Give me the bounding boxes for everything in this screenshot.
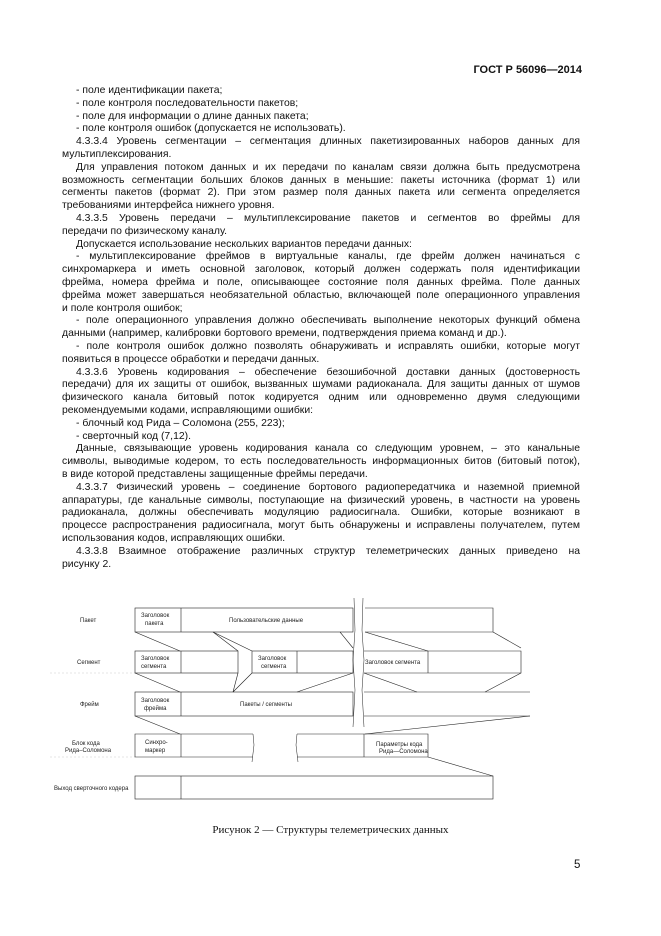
cell-rs-params: Параметры кода (376, 742, 423, 748)
text-line: - сверточный код (7,12). (76, 430, 191, 442)
cell-packets-segments: Пакеты / сегменты (240, 702, 292, 708)
packet-box-continued (365, 608, 493, 632)
cell-packet-header: Заголовок (141, 613, 170, 619)
cell-user-data: Пользовательские данные (229, 618, 304, 624)
cell-sync-marker: Синхро- (145, 740, 168, 746)
text-line: сегменты пакетов (формат 2). При этом размер поля данных пакета или сегмента определяется (62, 187, 580, 199)
text-line: 4.3.3.8 Взаимное отображение различных структур телеметрических данных приведено на (76, 545, 580, 557)
cell-segment-header-inline: Заголовок сегмента (365, 660, 421, 666)
text-line: использования кодов, исправляющих ошибки. (62, 533, 286, 544)
cell-sync-marker-2: маркер (145, 748, 166, 754)
text-line: в виде которой представлены защищенные фреймы передачи. (62, 469, 368, 480)
text-line: процессе распространения радиосигнала, могут быть обнаружены и исправлены получателем, путем (62, 520, 580, 532)
diagram-labels (54, 613, 428, 792)
text-line: - поле для информации о длине данных пакета; (76, 110, 309, 122)
conv-output-box (135, 776, 493, 799)
diagram-boxes (135, 598, 530, 799)
cell-segment-header-b2: сегмента (261, 664, 287, 670)
text-line: синхромаркера и иметь основной заголовок, который должен содержать поля идентификации (62, 264, 580, 276)
figure-caption: Рисунок 2 — Структуры телеметрических данных (212, 824, 449, 836)
text-line: Данные, связывающие уровень кодирования канала со следующим уровнем, – это канальные (76, 443, 580, 455)
text-line: аппаратуры, где канальные символы, поступающие на физический уровень, в частности на уровень (62, 494, 580, 506)
text-line: передачи по физическому каналу. (62, 225, 228, 237)
text-line: 4.3.3.4 Уровень сегментации – сегментация длинных пакетизированных наборов данных для (76, 136, 580, 148)
text-line: радиоканала, должны обеспечивать модуляцию радиосигнала. Ошибки, которые возникают в (62, 507, 580, 519)
text-line: Допускается использование нескольких вариантов передачи данных: (76, 238, 412, 250)
text-line: появиться в процессе обработки и передачи данных. (62, 353, 320, 365)
row-label-packet: Пакет (80, 618, 97, 624)
cell-frame-header: Заголовок (141, 698, 170, 704)
text-line: и поле контроля ошибок; (62, 302, 183, 314)
text-line: передачи) для их защиты от ошибок, вызванных шумами радиоканала. Для защиты данных от шумов (62, 379, 580, 391)
row-label-frame: Фрейм (80, 702, 99, 708)
text-line: Для управления потоком данных и их передачи по каналам связи должна быть предусмотрена (76, 161, 580, 173)
cell-segment-header-2: сегмента (141, 664, 167, 670)
text-line: - поле контроля ошибок должно позволять обнаруживать и исправлять ошибки, которые могут (76, 341, 580, 352)
text-line: символы, выводимые кодером, то есть последовательность информационных битов (битовый поток), (62, 456, 580, 468)
text-line: - блочный код Рида – Соломона (255, 223); (76, 417, 285, 429)
cell-segment-header: Заголовок (141, 656, 170, 662)
text-line: фрейма может завершаться необязательной областью, включающей поле операционного управления (62, 289, 580, 301)
page-number: 5 (574, 859, 581, 871)
cell-frame-header-2: фрейма (144, 706, 167, 712)
text-line: - мультиплексирование фреймов в виртуальные каналы, где фрейм должен начинаться с (76, 251, 580, 263)
standard-header: ГОСТ Р 56096—2014 (473, 64, 582, 76)
text-line: фрейма, номера фрейма и поле, описывающее состояние поля данных фрейма. Поле данных (62, 277, 580, 288)
text-line: - поле идентификации пакета; (76, 85, 223, 96)
row-label-rs-block-2: Рида–Соломона (65, 748, 112, 754)
cell-rs-params-2: Рида—Соломона (379, 749, 428, 755)
text-line: мультиплексирования. (62, 149, 172, 160)
text-line: 4.3.3.7 Физический уровень – соединение бортового радиопередатчика и наземной приемной (76, 481, 580, 493)
text-line: возможность сегментации больших блоков данных в меньшие: пакеты источника (формат 1) или (62, 174, 580, 186)
text-line: - поле контроля ошибок (допускается не использовать). (76, 123, 346, 135)
row-label-rs-block: Блок кода (72, 741, 100, 747)
row-label-segment: Сегмент (77, 660, 101, 666)
text-line: 4.3.3.6 Уровень кодирования – обеспечение безошибочной доставки данных (достоверность (76, 366, 580, 378)
text-line: физического канала битовый поток кодируется одним или одновременно двумя следующими (62, 392, 580, 404)
cell-segment-header-b: Заголовок (258, 656, 287, 662)
cell-packet-header-2: пакета (145, 621, 164, 627)
text-line: - поле операционного управления должно обеспечивать выполнение некоторых функций обмена (76, 315, 580, 327)
text-line: 4.3.3.5 Уровень передачи – мультиплексирование пакетов и сегментов во фреймы для (76, 213, 580, 224)
text-line: данными (например, калибровки бортового времени, подтверждения приема команд и др.). (62, 328, 507, 340)
text-line: рисунку 2. (62, 558, 112, 570)
text-line: требованиями интерфейса нижнего уровня. (62, 200, 275, 212)
text-line: рекомендуемыми кодами, исправляющими ошибки: (62, 405, 314, 416)
row-label-conv-output: Выход сверточного кодера (54, 786, 129, 792)
text-line: - поле контроля последовательности пакетов; (76, 97, 299, 109)
